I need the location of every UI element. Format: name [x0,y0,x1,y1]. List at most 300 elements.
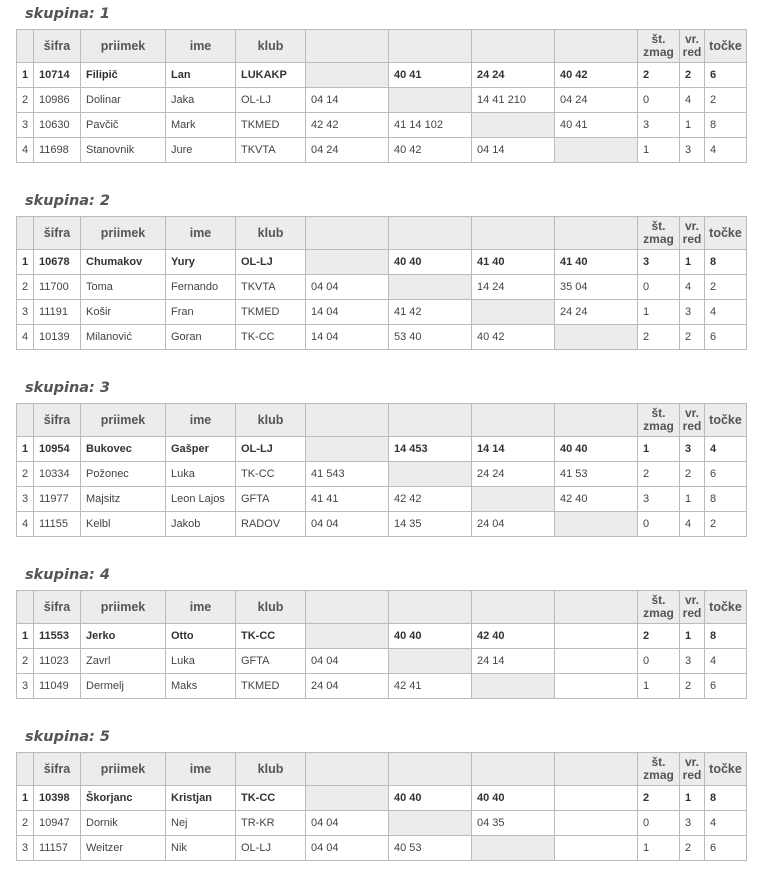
player-ime: Otto [166,624,236,649]
header-vr-red-line2: red [682,768,702,782]
header-num [17,591,34,624]
self-match-cell [472,836,555,861]
player-ime: Fran [166,300,236,325]
player-klub: TK-CC [236,786,306,811]
header-st-zmag-line2: zmag [643,232,674,246]
match-score: 04 24 [306,138,389,163]
match-score [555,836,638,861]
wins-count: 1 [638,674,680,699]
header-tocke: točke [705,591,747,624]
results-table [16,216,747,350]
self-match-cell [472,113,555,138]
player-priimek: Filipič [81,63,166,88]
match-score: 42 42 [306,113,389,138]
points: 8 [705,487,747,512]
row-number: 3 [17,836,34,861]
header-vr-red-line2: red [682,45,702,59]
player-klub: OL-LJ [236,88,306,113]
header-match-column [472,217,555,250]
player-sifra: 10139 [34,325,81,350]
header-vr-red [680,404,705,437]
header-match-column [306,217,389,250]
points: 6 [705,836,747,861]
header-vr-red-line1: vr. [684,593,699,607]
header-st-zmag-line2: zmag [643,45,674,59]
rank: 4 [680,512,705,537]
player-ime: Jure [166,138,236,163]
match-score: 14 24 [472,275,555,300]
player-priimek: Kelbl [81,512,166,537]
player-sifra: 11553 [34,624,81,649]
wins-count: 2 [638,325,680,350]
wins-count: 1 [638,300,680,325]
wins-count: 1 [638,138,680,163]
player-priimek: Chumakov [81,250,166,275]
rank: 4 [680,88,705,113]
row-number: 1 [17,624,34,649]
self-match-cell [389,275,472,300]
wins-count: 3 [638,250,680,275]
header-st-zmag [638,404,680,437]
wins-count: 3 [638,113,680,138]
player-sifra: 11157 [34,836,81,861]
group-title: skupina: 2 [25,193,110,209]
header-row [17,753,747,786]
match-score: 24 24 [472,63,555,88]
player-priimek: Jerko [81,624,166,649]
header-vr-red [680,30,705,63]
player-sifra: 11049 [34,674,81,699]
match-score: 14 04 [306,325,389,350]
match-score [555,811,638,836]
player-priimek: Toma [81,275,166,300]
header-vr-red-line1: vr. [684,219,699,233]
self-match-cell [389,811,472,836]
self-match-cell [389,649,472,674]
header-num [17,753,34,786]
self-match-cell [472,674,555,699]
self-match-cell [306,250,389,275]
player-klub: TKMED [236,300,306,325]
table-row [17,674,747,699]
match-score: 40 41 [555,113,638,138]
points: 4 [705,300,747,325]
rank: 3 [680,649,705,674]
player-priimek: Požonec [81,462,166,487]
self-match-cell [389,88,472,113]
header-match-column [306,404,389,437]
header-klub: klub [236,753,306,786]
match-score: 40 42 [555,63,638,88]
table-row [17,512,747,537]
header-st-zmag [638,217,680,250]
match-score [555,649,638,674]
player-sifra: 10630 [34,113,81,138]
header-sifra: šifra [34,30,81,63]
player-sifra: 10334 [34,462,81,487]
header-st-zmag [638,591,680,624]
match-score: 42 40 [555,487,638,512]
row-number: 1 [17,786,34,811]
group-title: skupina: 1 [25,6,110,22]
player-priimek: Pavčič [81,113,166,138]
header-match-column [472,753,555,786]
header-tocke: točke [705,753,747,786]
match-score: 40 53 [389,836,472,861]
header-match-column [555,753,638,786]
match-score: 24 04 [472,512,555,537]
rank: 2 [680,674,705,699]
match-score: 14 41 210 [472,88,555,113]
self-match-cell [306,624,389,649]
rank: 3 [680,300,705,325]
player-sifra: 10954 [34,437,81,462]
rank: 1 [680,113,705,138]
match-score: 24 14 [472,649,555,674]
points: 2 [705,512,747,537]
points: 8 [705,624,747,649]
header-match-column [389,217,472,250]
rank: 4 [680,275,705,300]
header-ime: ime [166,30,236,63]
match-score: 04 04 [306,275,389,300]
match-score [555,786,638,811]
header-priimek: priimek [81,591,166,624]
points: 6 [705,325,747,350]
points: 4 [705,811,747,836]
header-st-zmag [638,753,680,786]
header-priimek: priimek [81,404,166,437]
player-klub: TK-CC [236,325,306,350]
table-row [17,649,747,674]
header-row [17,217,747,250]
points: 8 [705,250,747,275]
player-sifra: 11155 [34,512,81,537]
group-title: skupina: 5 [25,729,110,745]
player-ime: Lan [166,63,236,88]
header-match-column [472,404,555,437]
row-number: 2 [17,88,34,113]
group-section [16,5,746,163]
self-match-cell [472,300,555,325]
match-score: 04 14 [306,88,389,113]
player-ime: Jakob [166,512,236,537]
rank: 1 [680,786,705,811]
header-match-column [472,30,555,63]
match-score: 40 40 [472,786,555,811]
row-number: 2 [17,462,34,487]
match-score: 40 40 [389,250,472,275]
match-score: 40 41 [389,63,472,88]
row-number: 4 [17,138,34,163]
match-score: 40 42 [389,138,472,163]
player-priimek: Stanovnik [81,138,166,163]
header-klub: klub [236,404,306,437]
self-match-cell [555,325,638,350]
rank: 2 [680,63,705,88]
row-number: 1 [17,63,34,88]
match-score: 24 24 [555,300,638,325]
match-score: 40 40 [389,786,472,811]
table-row [17,836,747,861]
header-st-zmag-line1: št. [651,219,666,233]
points: 2 [705,275,747,300]
header-tocke: točke [705,217,747,250]
points: 2 [705,88,747,113]
match-score: 53 40 [389,325,472,350]
row-number: 3 [17,113,34,138]
rank: 1 [680,487,705,512]
header-match-column [555,217,638,250]
match-score: 41 543 [306,462,389,487]
player-klub: OL-LJ [236,836,306,861]
player-ime: Luka [166,462,236,487]
header-st-zmag-line2: zmag [643,419,674,433]
header-match-column [306,591,389,624]
rank: 2 [680,836,705,861]
match-score: 40 42 [472,325,555,350]
group-section [16,379,746,537]
table-row [17,624,747,649]
header-sifra: šifra [34,217,81,250]
self-match-cell [306,437,389,462]
self-match-cell [306,786,389,811]
results-table [16,403,747,537]
table-row [17,63,747,88]
player-klub: RADOV [236,512,306,537]
player-priimek: Škorjanc [81,786,166,811]
group-title: skupina: 4 [25,567,110,583]
match-score: 41 14 102 [389,113,472,138]
match-score: 41 40 [555,250,638,275]
header-ime: ime [166,591,236,624]
header-num [17,404,34,437]
header-row [17,591,747,624]
player-sifra: 11698 [34,138,81,163]
player-sifra: 10398 [34,786,81,811]
wins-count: 2 [638,462,680,487]
header-match-column [389,404,472,437]
header-vr-red-line1: vr. [684,755,699,769]
table-row [17,250,747,275]
header-sifra: šifra [34,753,81,786]
player-ime: Fernando [166,275,236,300]
table-row [17,811,747,836]
header-vr-red-line2: red [682,419,702,433]
table-row [17,437,747,462]
header-vr-red [680,591,705,624]
player-ime: Mark [166,113,236,138]
wins-count: 0 [638,512,680,537]
header-priimek: priimek [81,753,166,786]
player-priimek: Majsitz [81,487,166,512]
wins-count: 2 [638,63,680,88]
row-number: 1 [17,250,34,275]
header-priimek: priimek [81,217,166,250]
row-number: 1 [17,437,34,462]
table-row [17,138,747,163]
row-number: 3 [17,300,34,325]
header-match-column [389,30,472,63]
self-match-cell [555,512,638,537]
player-priimek: Weitzer [81,836,166,861]
wins-count: 3 [638,487,680,512]
player-sifra: 11023 [34,649,81,674]
header-st-zmag-line1: št. [651,593,666,607]
header-sifra: šifra [34,591,81,624]
self-match-cell [389,462,472,487]
match-score: 42 41 [389,674,472,699]
points: 4 [705,138,747,163]
match-score [555,674,638,699]
player-ime: Nej [166,811,236,836]
header-klub: klub [236,30,306,63]
match-score: 14 35 [389,512,472,537]
wins-count: 0 [638,649,680,674]
header-row [17,30,747,63]
points: 8 [705,113,747,138]
player-sifra: 11700 [34,275,81,300]
player-priimek: Milanović [81,325,166,350]
player-ime: Yury [166,250,236,275]
player-ime: Nik [166,836,236,861]
match-score: 35 04 [555,275,638,300]
player-ime: Luka [166,649,236,674]
player-priimek: Zavrl [81,649,166,674]
player-klub: TR-KR [236,811,306,836]
points: 6 [705,462,747,487]
wins-count: 0 [638,275,680,300]
table-row [17,325,747,350]
self-match-cell [472,487,555,512]
points: 8 [705,786,747,811]
player-priimek: Dermelj [81,674,166,699]
player-klub: TKMED [236,113,306,138]
player-sifra: 11191 [34,300,81,325]
wins-count: 2 [638,624,680,649]
player-klub: GFTA [236,487,306,512]
self-match-cell [555,138,638,163]
group-title: skupina: 3 [25,380,110,396]
player-sifra: 10678 [34,250,81,275]
player-priimek: Dornik [81,811,166,836]
wins-count: 0 [638,88,680,113]
header-match-column [306,753,389,786]
row-number: 4 [17,512,34,537]
match-score: 41 53 [555,462,638,487]
row-number: 2 [17,275,34,300]
player-ime: Jaka [166,88,236,113]
rank: 3 [680,811,705,836]
points: 6 [705,63,747,88]
match-score: 14 453 [389,437,472,462]
self-match-cell [306,63,389,88]
player-sifra: 10947 [34,811,81,836]
header-match-column [555,30,638,63]
player-sifra: 10986 [34,88,81,113]
match-score: 04 04 [306,836,389,861]
header-st-zmag [638,30,680,63]
player-klub: TKMED [236,674,306,699]
points: 6 [705,674,747,699]
match-score: 04 14 [472,138,555,163]
row-number: 2 [17,649,34,674]
header-klub: klub [236,217,306,250]
match-score: 40 40 [389,624,472,649]
row-number: 4 [17,325,34,350]
rank: 3 [680,437,705,462]
table-row [17,786,747,811]
table-row [17,300,747,325]
match-score: 41 41 [306,487,389,512]
header-sifra: šifra [34,404,81,437]
match-score: 04 04 [306,649,389,674]
header-vr-red [680,753,705,786]
points: 4 [705,649,747,674]
header-st-zmag-line1: št. [651,406,666,420]
player-klub: GFTA [236,649,306,674]
results-table [16,29,747,163]
points: 4 [705,437,747,462]
rank: 1 [680,624,705,649]
player-klub: OL-LJ [236,437,306,462]
rank: 2 [680,325,705,350]
player-sifra: 11977 [34,487,81,512]
player-ime: Kristjan [166,786,236,811]
header-num [17,30,34,63]
group-section [16,566,746,699]
header-match-column [555,404,638,437]
rank: 1 [680,250,705,275]
match-score: 04 04 [306,811,389,836]
match-score: 42 40 [472,624,555,649]
player-klub: OL-LJ [236,250,306,275]
header-st-zmag-line1: št. [651,32,666,46]
header-vr-red-line1: vr. [684,406,699,420]
header-st-zmag-line2: zmag [643,606,674,620]
group-section [16,728,746,861]
player-priimek: Košir [81,300,166,325]
table-row [17,487,747,512]
header-match-column [389,591,472,624]
header-match-column [306,30,389,63]
match-score [555,624,638,649]
wins-count: 1 [638,836,680,861]
header-st-zmag-line2: zmag [643,768,674,782]
match-score: 04 35 [472,811,555,836]
match-score: 40 40 [555,437,638,462]
player-klub: TK-CC [236,624,306,649]
header-match-column [472,591,555,624]
match-score: 04 24 [555,88,638,113]
player-klub: TKVTA [236,138,306,163]
row-number: 3 [17,487,34,512]
header-num [17,217,34,250]
match-score: 42 42 [389,487,472,512]
header-vr-red-line2: red [682,232,702,246]
table-row [17,275,747,300]
match-score: 41 42 [389,300,472,325]
player-priimek: Bukovec [81,437,166,462]
rank: 3 [680,138,705,163]
match-score: 41 40 [472,250,555,275]
header-klub: klub [236,591,306,624]
player-ime: Maks [166,674,236,699]
player-ime: Gašper [166,437,236,462]
header-match-column [555,591,638,624]
header-st-zmag-line1: št. [651,755,666,769]
results-table [16,752,747,861]
